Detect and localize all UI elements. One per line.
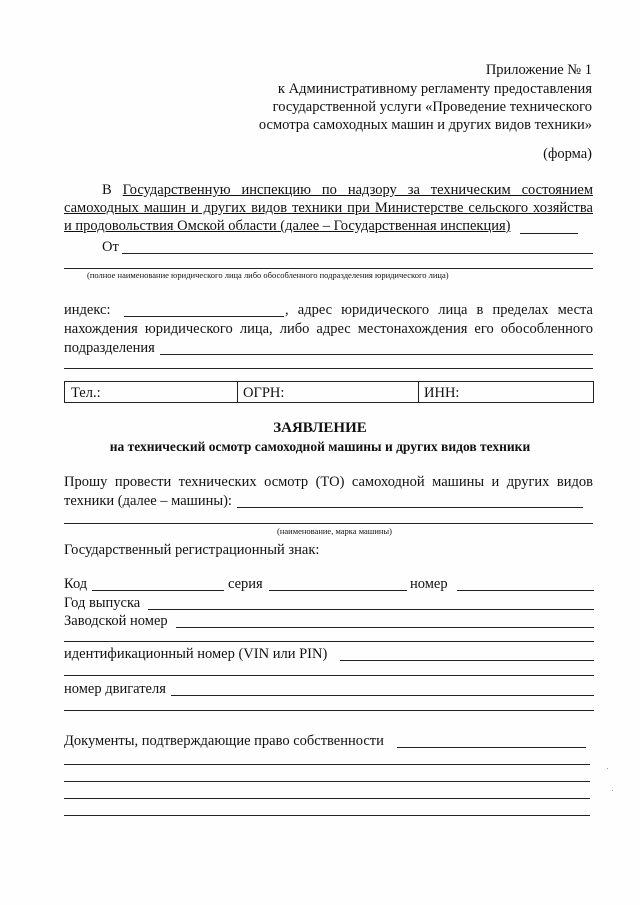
address-field[interactable] xyxy=(160,354,593,355)
vin-field-2[interactable] xyxy=(64,675,594,676)
address-line-2: нахождения юридического лица, либо адрес местонахождения его обособленного xyxy=(64,321,593,337)
year-label: Год выпуска xyxy=(64,595,141,611)
factory-number-label: Заводской номер xyxy=(64,613,168,629)
ownership-docs-field-5[interactable] xyxy=(64,815,590,816)
index-label: индекс: xyxy=(64,302,111,318)
phone-cell[interactable] xyxy=(65,382,241,402)
appendix-line-2: к Административному регламенту предоставления xyxy=(277,81,592,97)
applicant-name-field-2[interactable] xyxy=(64,268,593,269)
number-field[interactable] xyxy=(457,590,594,591)
series-label: серия xyxy=(228,576,263,592)
ownership-docs-label: Документы, подтверждающие право собственности xyxy=(64,733,384,749)
request-line-1: Прошу провести технических осмотр (ТО) самоходной машины и других видов xyxy=(64,474,593,490)
ownership-docs-field[interactable] xyxy=(397,747,586,748)
scan-speck xyxy=(612,790,613,791)
vin-label: идентификационный номер (VIN или PIN) xyxy=(64,646,328,662)
appendix-number: Приложение № 1 xyxy=(485,62,592,78)
address-line-3: подразделения xyxy=(64,340,155,356)
machine-name-field[interactable] xyxy=(237,507,583,508)
index-field[interactable] xyxy=(124,316,284,317)
addressee-line-3: и продовольствия Омской области (далее – Государственная инспекция) xyxy=(64,218,511,234)
scan-speck xyxy=(607,768,608,769)
engine-field-2[interactable] xyxy=(64,710,594,711)
ownership-docs-field-4[interactable] xyxy=(64,798,590,799)
ownership-docs-field-3[interactable] xyxy=(64,781,590,782)
from-label: От xyxy=(102,239,119,255)
addressee-line-1: В Государственную инспекцию по надзору за техническим состоянием xyxy=(102,182,593,198)
number-label: номер xyxy=(410,576,448,592)
addressee-line-3-blank xyxy=(520,233,578,234)
engine-label: номер двигателя xyxy=(64,681,166,697)
document-title: ЗАЯВЛЕНИЕ xyxy=(273,420,367,436)
reg-sign-label: Государственный регистрационный знак: xyxy=(64,542,320,558)
addressee-underlined-text: Государственную инспекцию по надзору за техническим состоянием xyxy=(122,182,593,198)
form-label: (форма) xyxy=(543,146,592,162)
year-field[interactable] xyxy=(148,609,594,610)
ogrn-label: ОГРН: xyxy=(243,385,285,401)
code-label: Код xyxy=(64,576,88,592)
inn-label: ИНН: xyxy=(424,385,460,401)
appendix-line-4: осмотра самоходных машин и других видов техники» xyxy=(258,117,592,133)
address-field-2[interactable] xyxy=(64,368,593,369)
machine-name-field-2[interactable] xyxy=(64,523,593,524)
applicant-caption: (полное наименование юридического лица либо обособленного подразделения юридического лица) xyxy=(87,270,449,280)
factory-number-field-2[interactable] xyxy=(64,641,594,642)
inn-cell[interactable] xyxy=(418,382,594,402)
factory-number-field[interactable] xyxy=(176,627,594,628)
contacts-table xyxy=(64,381,594,403)
vin-field[interactable] xyxy=(340,660,594,661)
ogrn-cell[interactable] xyxy=(237,382,419,402)
request-line-2: техники (далее – машины): xyxy=(64,493,232,509)
address-line-1: , адрес юридического лица в пределах места xyxy=(285,302,593,318)
addressee-line-2: самоходных машин и других видов техники при Министерстве сельского хозяйства xyxy=(64,200,593,216)
series-field[interactable] xyxy=(269,590,407,591)
document-subtitle: на технический осмотр самоходной машины и других видов техники xyxy=(109,439,531,454)
applicant-name-field[interactable] xyxy=(122,253,593,254)
appendix-line-3: государственной услуги «Проведение технического xyxy=(272,99,592,115)
engine-field[interactable] xyxy=(171,695,594,696)
machine-caption: (наименование, марка машины) xyxy=(277,526,392,536)
phone-label: Тел.: xyxy=(71,385,101,401)
code-field[interactable] xyxy=(92,590,224,591)
ownership-docs-field-2[interactable] xyxy=(64,764,590,765)
